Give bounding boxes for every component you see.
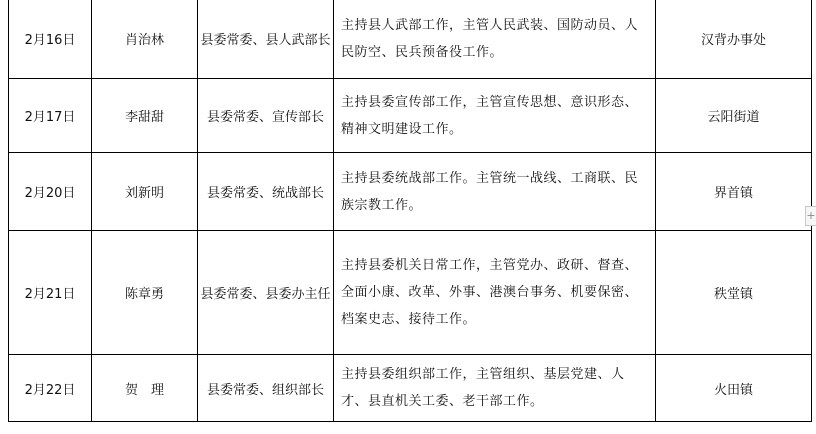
schedule-table	[8, 0, 812, 422]
duties-cell	[334, 355, 656, 422]
table-row	[9, 355, 812, 422]
place-cell: 汉背办事处	[656, 0, 812, 79]
title-cell: 县委常委、县委办主任	[198, 231, 334, 355]
place-cell: 云阳街道	[656, 79, 812, 153]
table-row	[9, 153, 812, 231]
duties-text: 主持县委统战部工作。主管统一战线、工商联、民族宗教工作。	[341, 170, 639, 213]
table-row	[9, 0, 812, 79]
date-cell: 2月22日	[9, 355, 92, 422]
name-cell: 陈章勇	[92, 231, 198, 355]
date-cell: 2月21日	[9, 231, 92, 355]
name-cell: 李甜甜	[92, 79, 198, 153]
duties-text: 主持县委组织部工作，主管组织、基层党建、人才、县直机关工委、老干部工作。	[341, 367, 625, 409]
date-cell: 2月16日	[9, 0, 92, 79]
title-cell: 县委常委、县人武部长	[198, 0, 334, 79]
duties-cell	[334, 0, 656, 79]
date-cell: 2月17日	[9, 79, 92, 153]
date-cell: 2月20日	[9, 153, 92, 231]
title-cell: 县委常委、宣传部长	[198, 79, 334, 153]
place-cell: 界首镇	[656, 153, 812, 231]
title-cell: 县委常委、组织部长	[198, 355, 334, 422]
duties-cell	[334, 231, 656, 355]
duties-cell	[334, 79, 656, 153]
duties-cell	[334, 153, 656, 231]
table-row	[9, 79, 812, 153]
row-resize-handle[interactable]: +	[805, 206, 816, 226]
place-cell: 火田镇	[656, 355, 812, 422]
table-row	[9, 231, 812, 355]
duties-text: 主持县委宣传部工作，主管宣传思想、意识形态、精神文明建设工作。	[341, 94, 639, 137]
name-cell: 贺 理	[92, 355, 198, 422]
duties-text: 主持县人武部工作，主管人民武装、国防动员、人民防空、民兵预备役工作。	[341, 17, 639, 60]
name-cell: 肖治林	[92, 0, 198, 79]
duties-text: 主持县委机关日常工作，主管党办、政研、督查、全面小康、改革、外事、港澳台事务、机要保密、档案史志、接待工作。	[341, 258, 639, 327]
title-cell: 县委常委、统战部长	[198, 153, 334, 231]
name-cell: 刘新明	[92, 153, 198, 231]
place-cell: 秩堂镇	[656, 231, 812, 355]
